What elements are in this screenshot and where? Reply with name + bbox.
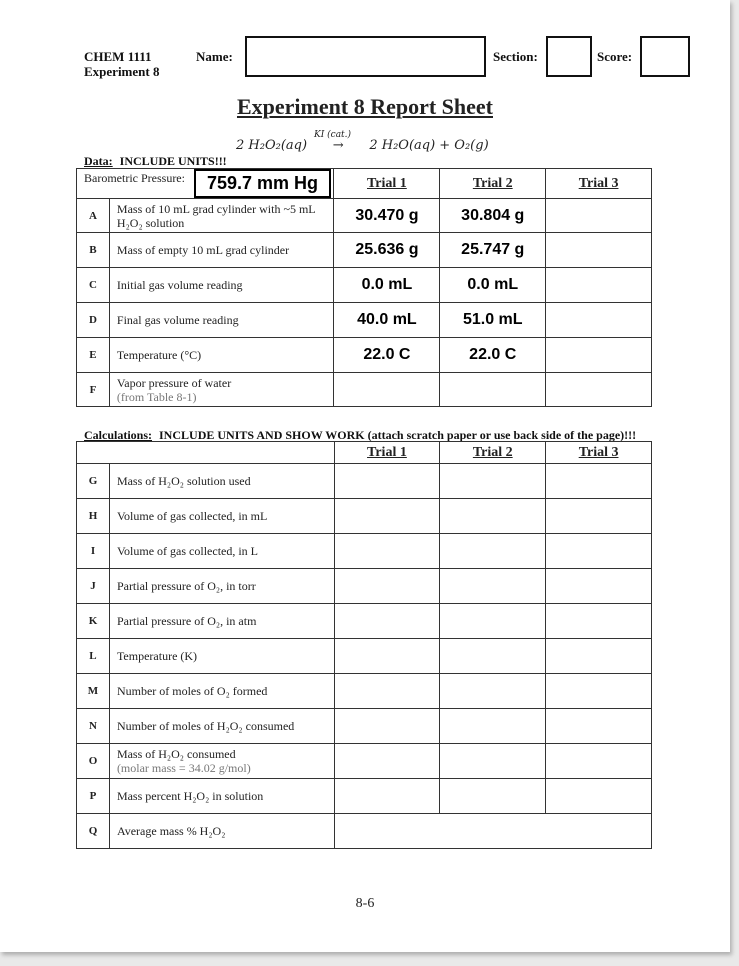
trial-2-value[interactable]: 30.804 g xyxy=(440,199,546,233)
trial-2-cell[interactable] xyxy=(440,464,546,499)
row-description: Average mass % H₂O₂ xyxy=(109,814,334,849)
average-mass-percent-cell[interactable] xyxy=(334,814,651,849)
trial-2-value[interactable]: 0.0 mL xyxy=(440,268,546,303)
row-letter: A xyxy=(77,199,110,233)
trial-1-cell[interactable] xyxy=(334,779,440,814)
trial-1-cell[interactable] xyxy=(334,709,440,744)
trial-3-value[interactable] xyxy=(546,233,652,268)
data-table xyxy=(76,168,652,407)
row-letter: O xyxy=(77,744,110,779)
trial-1-cell[interactable] xyxy=(334,744,440,779)
trial-2-cell[interactable] xyxy=(440,709,546,744)
trial-3-cell[interactable] xyxy=(546,674,652,709)
trial-1-value[interactable]: 40.0 mL xyxy=(334,303,440,338)
row-description xyxy=(109,674,334,709)
calc-header-blank xyxy=(77,442,335,464)
row-letter: P xyxy=(77,779,110,814)
row-desc-text: Temperature (K) xyxy=(116,649,198,663)
trial-3-cell[interactable] xyxy=(546,709,652,744)
row-description xyxy=(109,639,334,674)
calc-row-j xyxy=(77,569,652,604)
row-desc-text: Number of moles of H₂O₂ consumed xyxy=(116,719,295,733)
calc-row-h xyxy=(77,499,652,534)
row-letter: C xyxy=(77,268,110,303)
row-description xyxy=(109,233,334,268)
row-letter: L xyxy=(77,639,110,674)
trial-1-value[interactable]: 30.470 g xyxy=(334,199,440,233)
row-letter: Q xyxy=(77,814,110,849)
row-desc-text: Partial pressure of O₂, in atm xyxy=(116,614,257,628)
calculations-table xyxy=(76,441,652,849)
calc-row-o xyxy=(77,744,652,779)
row-description xyxy=(109,373,334,407)
trial-1-value[interactable] xyxy=(334,373,440,407)
trial-3-cell[interactable] xyxy=(546,779,652,814)
row-letter: J xyxy=(77,569,110,604)
row-desc-text: Mass of H₂O₂ consumed xyxy=(116,747,236,761)
data-row-d xyxy=(77,303,652,338)
row-letter: K xyxy=(77,604,110,639)
row-desc-text: Temperature (°C) xyxy=(116,348,202,362)
data-row-f xyxy=(77,373,652,407)
reactant: 2 H₂O₂(aq) xyxy=(236,138,308,153)
calc-row-g xyxy=(77,464,652,499)
trial-2-cell[interactable] xyxy=(440,569,546,604)
trial-3-cell[interactable] xyxy=(546,499,652,534)
page-title: Experiment 8 Report Sheet xyxy=(236,94,493,119)
row-desc-subtext: (from Table 8-1) xyxy=(116,389,197,404)
row-desc-text: Final gas volume reading xyxy=(116,313,239,327)
trial-3-cell[interactable] xyxy=(546,534,652,569)
trial-1-cell[interactable] xyxy=(334,464,440,499)
trial-2-cell[interactable] xyxy=(440,604,546,639)
trial-3-value[interactable] xyxy=(546,199,652,233)
experiment-label: Experiment 8 xyxy=(84,64,160,79)
trial-3-cell[interactable] xyxy=(546,569,652,604)
calc-row-k xyxy=(77,604,652,639)
row-description xyxy=(109,744,334,779)
row-letter: D xyxy=(77,303,110,338)
barometric-pressure-value[interactable]: 759.7 mm Hg xyxy=(194,169,331,198)
row-letter: B xyxy=(77,233,110,268)
trial-2-value[interactable]: 51.0 mL xyxy=(440,303,546,338)
data-trial-3-header: Trial 3 xyxy=(546,169,652,199)
trial-3-cell[interactable] xyxy=(546,639,652,674)
row-description xyxy=(109,499,334,534)
trial-2-cell[interactable] xyxy=(440,499,546,534)
trial-1-cell[interactable] xyxy=(334,604,440,639)
calc-row-l xyxy=(77,639,652,674)
trial-3-value[interactable] xyxy=(546,303,652,338)
trial-2-value[interactable]: 22.0 C xyxy=(440,338,546,373)
data-trial-2-header: Trial 2 xyxy=(440,169,546,199)
row-letter: I xyxy=(77,534,110,569)
calc-row-p xyxy=(77,779,652,814)
row-letter: F xyxy=(77,373,110,407)
calc-trial-1-header: Trial 1 xyxy=(334,442,440,464)
data-row-a xyxy=(77,199,652,233)
row-letter: N xyxy=(77,709,110,744)
trial-1-value[interactable]: 0.0 mL xyxy=(334,268,440,303)
trial-2-value[interactable]: 25.747 g xyxy=(440,233,546,268)
name-field[interactable] xyxy=(245,36,486,77)
row-description xyxy=(109,779,334,814)
trial-1-cell[interactable] xyxy=(334,569,440,604)
row-description xyxy=(109,709,334,744)
calc-trial-3-header: Trial 3 xyxy=(546,442,652,464)
row-description xyxy=(109,303,334,338)
data-trial-1-header: Trial 1 xyxy=(334,169,440,199)
trial-1-cell[interactable] xyxy=(334,639,440,674)
trial-2-cell[interactable] xyxy=(440,744,546,779)
trial-3-cell[interactable] xyxy=(546,464,652,499)
row-desc-text: Mass of H₂O₂ solution used xyxy=(116,474,251,488)
calc-section-label: Calculations: INCLUDE UNITS AND SHOW WORK (attach scratch paper or use back side of the page)!!! xyxy=(84,428,637,442)
row-desc-text: Volume of gas collected, in mL xyxy=(116,509,268,523)
trial-2-cell[interactable] xyxy=(440,674,546,709)
catalyst-label: KI (cat.) xyxy=(314,130,352,140)
trial-1-cell[interactable] xyxy=(334,534,440,569)
barometric-label: Barometric Pressure: xyxy=(77,169,334,199)
data-row-e xyxy=(77,338,652,373)
row-desc-text: Mass of empty 10 mL grad cylinder xyxy=(116,243,290,257)
row-desc-text: Vapor pressure of water xyxy=(116,375,232,390)
row-letter: E xyxy=(77,338,110,373)
row-description xyxy=(109,464,334,499)
products: 2 H₂O(aq) + O₂(g) xyxy=(369,138,489,153)
trial-3-value[interactable] xyxy=(546,338,652,373)
row-desc-text: Partial pressure of O₂, in torr xyxy=(116,579,256,593)
row-description xyxy=(109,338,334,373)
row-desc-text: Volume of gas collected, in L xyxy=(116,544,259,558)
trial-1-cell[interactable] xyxy=(334,499,440,534)
row-letter: H xyxy=(77,499,110,534)
calc-trial-2-header: Trial 2 xyxy=(440,442,546,464)
trial-3-value[interactable] xyxy=(546,268,652,303)
score-label: Score: xyxy=(597,49,633,64)
data-row-c xyxy=(77,268,652,303)
row-description xyxy=(109,534,334,569)
reaction-arrow-icon: → xyxy=(332,138,344,153)
trial-2-cell[interactable] xyxy=(440,639,546,674)
trial-3-value[interactable] xyxy=(546,373,652,407)
trial-2-cell[interactable] xyxy=(440,534,546,569)
trial-1-value[interactable]: 25.636 g xyxy=(334,233,440,268)
trial-1-value[interactable]: 22.0 C xyxy=(334,338,440,373)
trial-2-value[interactable] xyxy=(440,373,546,407)
trial-1-cell[interactable] xyxy=(334,674,440,709)
row-description xyxy=(109,268,334,303)
row-letter: G xyxy=(77,464,110,499)
section-field[interactable] xyxy=(546,36,592,77)
row-letter: M xyxy=(77,674,110,709)
data-section-label: Data: INCLUDE UNITS!!! xyxy=(84,154,227,168)
trial-3-cell[interactable] xyxy=(546,604,652,639)
calc-row-n xyxy=(77,709,652,744)
data-row-b xyxy=(77,233,652,268)
calc-row-i xyxy=(77,534,652,569)
row-desc-text: Mass percent H₂O₂ in solution xyxy=(116,789,264,803)
row-desc-text: Number of moles of O₂ formed xyxy=(116,684,268,698)
trial-3-cell[interactable] xyxy=(546,744,652,779)
course-label: CHEM 1111 xyxy=(84,49,152,64)
row-description xyxy=(109,604,334,639)
calc-row-m xyxy=(77,674,652,709)
row-desc-subtext: (molar mass = 34.02 g/mol) xyxy=(116,761,251,775)
score-field[interactable] xyxy=(640,36,690,77)
trial-2-cell[interactable] xyxy=(440,779,546,814)
section-label: Section: xyxy=(493,49,538,64)
name-label: Name: xyxy=(196,49,233,64)
row-description xyxy=(109,199,334,233)
reaction-equation xyxy=(236,130,489,153)
row-description xyxy=(109,569,334,604)
page-number: 8-6 xyxy=(355,896,375,911)
row-desc-text: Mass of 10 mL grad cylinder with ~5 mL H₂O₂ solution xyxy=(116,201,316,230)
row-desc-text: Initial gas volume reading xyxy=(116,278,243,292)
